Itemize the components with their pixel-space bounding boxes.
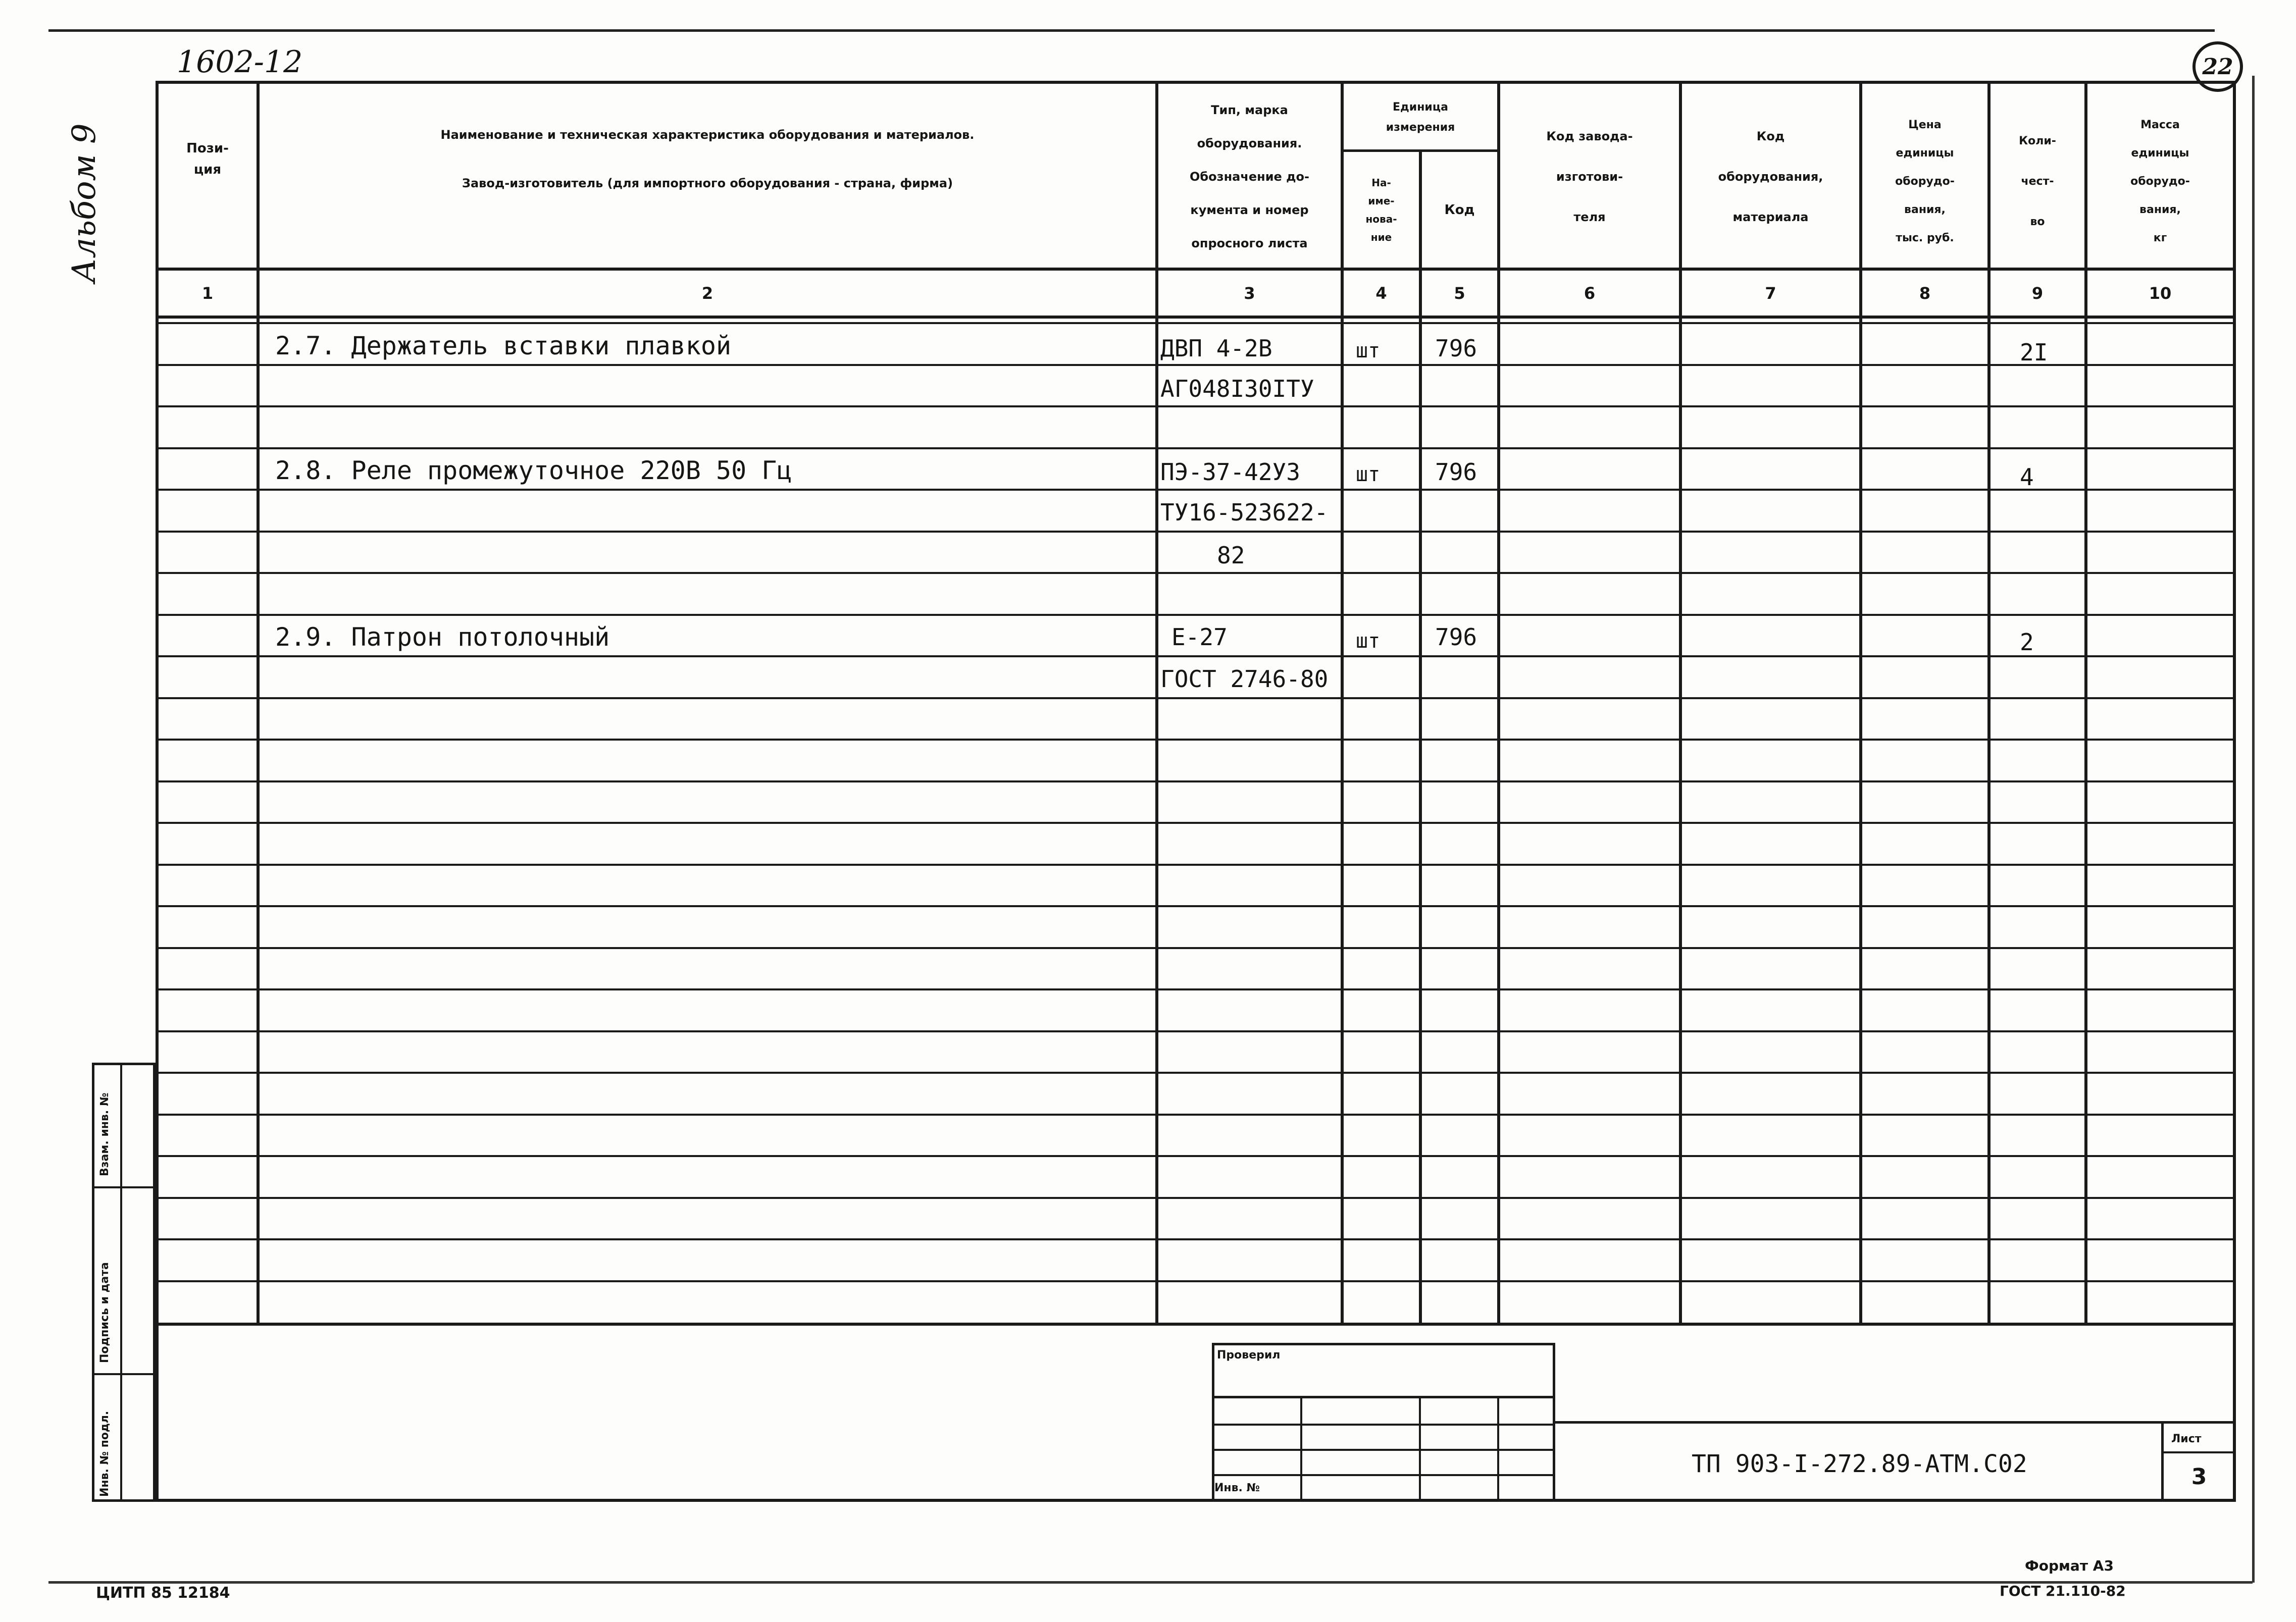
row-line [156, 905, 2236, 907]
row-line [156, 780, 2236, 782]
row-2-8-code: 796 [1435, 458, 1477, 486]
footer-left: ЦИТП 85 12184 [96, 1584, 230, 1602]
col-num-1: 1 [201, 283, 214, 303]
row-line [156, 405, 2236, 407]
row-line [156, 1155, 2236, 1157]
col-num-7: 7 [1765, 283, 1776, 303]
bottom-edge-line [48, 1581, 2253, 1584]
row-line [156, 1197, 2236, 1199]
col-num-10: 10 [2149, 283, 2172, 303]
col-num-8: 8 [1919, 283, 1931, 303]
top-edge-line [48, 29, 2215, 32]
row-line [156, 1072, 2236, 1074]
header-equip-code: Код оборудования, материала [1718, 129, 1823, 224]
title-block-box [1212, 1343, 1555, 1502]
row-line [156, 1238, 2236, 1240]
row-2-7-code: 796 [1435, 335, 1477, 362]
row-line [156, 572, 2236, 574]
row-line [156, 1030, 2236, 1032]
header-unit-name: На- име- нова- ние [1365, 177, 1397, 243]
side-inv-orig: Инв. № подл. [98, 1410, 111, 1497]
row-line [156, 739, 2236, 741]
header-unit-code: Код [1444, 202, 1475, 218]
circle-mark-text: 22 [2202, 54, 2233, 80]
row-2-9-name: 2.9. Патрон потолочный [275, 622, 610, 652]
row-line [156, 531, 2236, 533]
col-num-4: 4 [1375, 283, 1387, 303]
doc-code: ТП 903-I-272.89-АТМ.С02 [1692, 1450, 2027, 1478]
right-edge-line [2252, 76, 2255, 1583]
handwritten-ref: 1602-12 [177, 44, 303, 80]
row-line [156, 447, 2236, 449]
header-pos: Пози- ция [186, 141, 229, 177]
header-qty: Коли- чест- во [2019, 135, 2056, 228]
row-line [156, 864, 2236, 866]
header-unit: Единица измерения [1386, 101, 1455, 134]
header-type: Тип, марка оборудования. Обозначение до- кумента и номер опросного листа [1190, 103, 1309, 250]
col-num-3: 3 [1244, 283, 1255, 303]
col-num-2: 2 [701, 283, 713, 303]
side-sign-date: Подпись и дата [98, 1262, 111, 1363]
row-2-8-name: 2.8. Реле промежуточное 220В 50 Гц [275, 456, 792, 485]
sheet-label: Лист [2171, 1433, 2202, 1445]
header-factory-code: Код завода- изготови- теля [1546, 129, 1633, 224]
side-vzam-inv: Взам. инв. № [98, 1092, 111, 1176]
row-2-8-qty: 4 [2020, 463, 2034, 491]
row-line [156, 1114, 2236, 1116]
row-2-8-type-2: ТУ16-523622- [1160, 499, 1329, 526]
col-num-6: 6 [1584, 283, 1596, 303]
col-num-5: 5 [1454, 283, 1465, 303]
header-name: Наименование и техническая характеристика оборудования и материалов. Завод-изготовитель (для импортного оборудования - страна, фирма) [440, 128, 975, 190]
row-line [156, 1280, 2236, 1282]
row-2-7-name: 2.7. Держатель вставки плавкой [275, 331, 732, 360]
inv-label: Инв. № [1214, 1482, 1260, 1494]
row-2-9-unit: шт [1356, 630, 1381, 653]
row-line [156, 614, 2236, 616]
row-line [156, 489, 2236, 491]
row-2-9-code: 796 [1435, 623, 1477, 651]
col-num-9: 9 [2031, 283, 2044, 303]
circle-mark [2192, 41, 2243, 92]
row-line [156, 947, 2236, 949]
row-2-7-type: ДВП 4-2В [1160, 335, 1272, 362]
row-line [156, 988, 2236, 990]
format-label: Формат А3 [2025, 1557, 2114, 1574]
row-2-7-type-2: АГ048I30ITУ [1160, 375, 1314, 402]
row-2-9-type-2: ГОСТ 2746-80 [1160, 665, 1329, 693]
row-2-8-unit: шт [1356, 463, 1381, 486]
row-2-9-qty: 2 [2020, 629, 2034, 656]
row-line [156, 655, 2236, 657]
row-2-8-type: ПЭ-37-42УЗ [1160, 458, 1300, 486]
header-price: Цена единицы оборудо- вания, тыс. руб. [1895, 119, 1955, 244]
gost-label: ГОСТ 21.110-82 [2000, 1583, 2126, 1599]
row-2-9-type: Е-27 [1171, 623, 1228, 651]
checked-label: Проверил [1217, 1349, 1281, 1362]
album-label: Альбом 9 [66, 123, 103, 283]
sheet-number: 3 [2191, 1463, 2207, 1490]
row-line [156, 697, 2236, 699]
row-line [156, 364, 2236, 366]
header-mass: Масса единицы оборудо- вания, кг [2130, 119, 2190, 244]
row-2-7-unit: шт [1356, 339, 1381, 362]
row-line [156, 322, 2236, 324]
row-line [156, 822, 2236, 824]
row-2-7-qty: 2I [2020, 339, 2048, 366]
row-2-8-type-3: 82 [1217, 542, 1245, 569]
